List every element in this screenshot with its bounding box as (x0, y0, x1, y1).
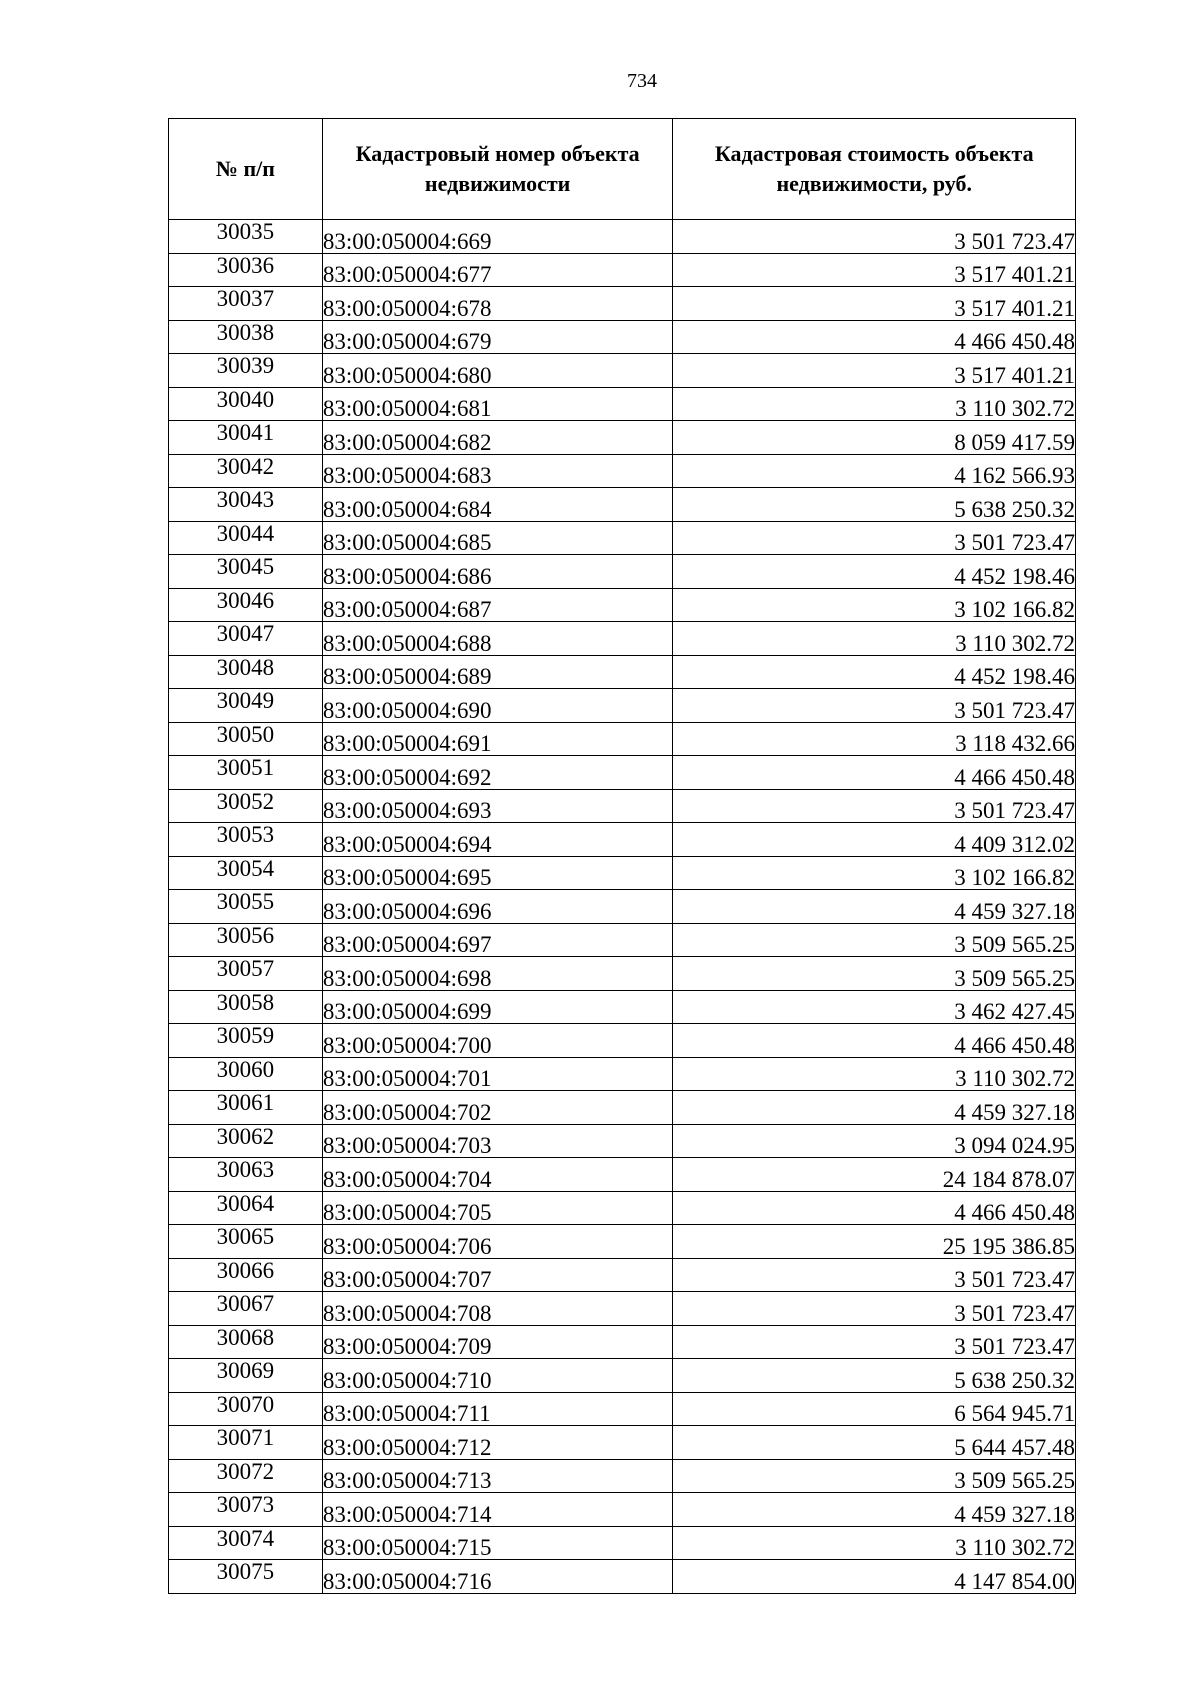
table-row (169, 1158, 1076, 1192)
cadastral-value-cell: 4 466 450.48 (673, 756, 1076, 790)
table-row (169, 1560, 1076, 1594)
cadastral-value-cell: 3 509 565.25 (673, 957, 1076, 991)
cadastral-number-cell: 83:00:050004:677 (322, 253, 673, 287)
cadastral-number-cell: 83:00:050004:690 (322, 689, 673, 723)
table-body (169, 220, 1076, 1594)
table-row (169, 1024, 1076, 1058)
row-number-cell: 30062 (169, 1124, 323, 1158)
row-number-cell: 30035 (169, 220, 323, 254)
row-number-cell: 30066 (169, 1258, 323, 1292)
cadastral-value-cell: 5 644 457.48 (673, 1426, 1076, 1460)
table-row (169, 990, 1076, 1024)
cadastral-number-cell: 83:00:050004:682 (322, 421, 673, 455)
table-row (169, 622, 1076, 656)
table-row (169, 957, 1076, 991)
table-row (169, 588, 1076, 622)
row-number-cell: 30064 (169, 1191, 323, 1225)
cadastral-number-cell: 83:00:050004:697 (322, 923, 673, 957)
cadastral-value-cell: 24 184 878.07 (673, 1158, 1076, 1192)
cadastral-value-cell: 3 501 723.47 (673, 521, 1076, 555)
cadastral-number-cell: 83:00:050004:669 (322, 220, 673, 254)
cadastral-number-cell: 83:00:050004:700 (322, 1024, 673, 1058)
cadastral-number-cell: 83:00:050004:709 (322, 1325, 673, 1359)
cadastral-value-cell: 4 466 450.48 (673, 1024, 1076, 1058)
table-row (169, 287, 1076, 321)
table-row (169, 756, 1076, 790)
row-number-cell: 30065 (169, 1225, 323, 1259)
cadastral-value-cell: 4 452 198.46 (673, 655, 1076, 689)
cadastral-value-cell: 3 501 723.47 (673, 1325, 1076, 1359)
table-row (169, 454, 1076, 488)
row-number-cell: 30057 (169, 957, 323, 991)
table-row (169, 1225, 1076, 1259)
row-number-cell: 30040 (169, 387, 323, 421)
table-row (169, 1057, 1076, 1091)
cadastral-number-cell: 83:00:050004:688 (322, 622, 673, 656)
table-row (169, 1493, 1076, 1527)
row-number-cell: 30056 (169, 923, 323, 957)
row-number-cell: 30059 (169, 1024, 323, 1058)
cadastral-number-cell: 83:00:050004:703 (322, 1124, 673, 1158)
table-row (169, 320, 1076, 354)
row-number-cell: 30067 (169, 1292, 323, 1326)
table-row (169, 1459, 1076, 1493)
cadastral-value-cell: 3 517 401.21 (673, 287, 1076, 321)
row-number-cell: 30063 (169, 1158, 323, 1192)
cadastral-value-cell: 3 501 723.47 (673, 220, 1076, 254)
table-row (169, 1359, 1076, 1393)
table-row (169, 856, 1076, 890)
cadastral-number-cell: 83:00:050004:712 (322, 1426, 673, 1460)
cadastral-value-cell: 3 094 024.95 (673, 1124, 1076, 1158)
row-number-cell: 30050 (169, 722, 323, 756)
cadastral-value-cell: 4 466 450.48 (673, 320, 1076, 354)
table-row (169, 923, 1076, 957)
row-number-cell: 30058 (169, 990, 323, 1024)
cadastral-value-cell: 4 409 312.02 (673, 823, 1076, 857)
cadastral-number-cell: 83:00:050004:687 (322, 588, 673, 622)
cadastral-value-cell: 3 517 401.21 (673, 253, 1076, 287)
cadastral-value-cell: 4 466 450.48 (673, 1191, 1076, 1225)
cadastral-value-cell: 3 110 302.72 (673, 1526, 1076, 1560)
row-number-cell: 30070 (169, 1392, 323, 1426)
row-number-cell: 30036 (169, 253, 323, 287)
table-row (169, 789, 1076, 823)
row-number-cell: 30054 (169, 856, 323, 890)
cadastral-value-cell: 3 509 565.25 (673, 923, 1076, 957)
cadastral-number-cell: 83:00:050004:706 (322, 1225, 673, 1259)
row-number-cell: 30071 (169, 1426, 323, 1460)
column-header-cadastral-value: Кадастровая стоимость объекта недвижимости, руб. (673, 119, 1076, 220)
cadastral-number-cell: 83:00:050004:711 (322, 1392, 673, 1426)
cadastral-number-cell: 83:00:050004:694 (322, 823, 673, 857)
cadastral-number-cell: 83:00:050004:714 (322, 1493, 673, 1527)
cadastral-number-cell: 83:00:050004:710 (322, 1359, 673, 1393)
cadastral-value-cell: 4 459 327.18 (673, 1091, 1076, 1125)
table-row (169, 823, 1076, 857)
row-number-cell: 30046 (169, 588, 323, 622)
row-number-cell: 30047 (169, 622, 323, 656)
table-row (169, 890, 1076, 924)
cadastral-number-cell: 83:00:050004:698 (322, 957, 673, 991)
cadastral-value-cell: 3 509 565.25 (673, 1459, 1076, 1493)
cadastral-value-cell: 3 501 723.47 (673, 789, 1076, 823)
cadastral-value-cell: 3 102 166.82 (673, 856, 1076, 890)
row-number-cell: 30049 (169, 689, 323, 723)
cadastral-value-table (168, 118, 1076, 1594)
cadastral-value-cell: 4 147 854.00 (673, 1560, 1076, 1594)
cadastral-value-cell: 3 501 723.47 (673, 1258, 1076, 1292)
table-row (169, 689, 1076, 723)
table-row (169, 354, 1076, 388)
cadastral-value-cell: 4 459 327.18 (673, 1493, 1076, 1527)
row-number-cell: 30042 (169, 454, 323, 488)
table-row (169, 1191, 1076, 1225)
cadastral-number-cell: 83:00:050004:684 (322, 488, 673, 522)
cadastral-value-cell: 4 459 327.18 (673, 890, 1076, 924)
table-row (169, 488, 1076, 522)
column-header-number: № п/п (169, 119, 323, 220)
cadastral-value-cell: 4 162 566.93 (673, 454, 1076, 488)
cadastral-number-cell: 83:00:050004:705 (322, 1191, 673, 1225)
row-number-cell: 30053 (169, 823, 323, 857)
row-number-cell: 30061 (169, 1091, 323, 1125)
table-row (169, 1124, 1076, 1158)
table-row (169, 1091, 1076, 1125)
cadastral-value-cell: 3 110 302.72 (673, 387, 1076, 421)
cadastral-number-cell: 83:00:050004:692 (322, 756, 673, 790)
row-number-cell: 30041 (169, 421, 323, 455)
cadastral-value-cell: 3 110 302.72 (673, 1057, 1076, 1091)
cadastral-number-cell: 83:00:050004:685 (322, 521, 673, 555)
cadastral-value-cell: 5 638 250.32 (673, 1359, 1076, 1393)
table-row (169, 1325, 1076, 1359)
cadastral-number-cell: 83:00:050004:708 (322, 1292, 673, 1326)
table-row (169, 387, 1076, 421)
row-number-cell: 30068 (169, 1325, 323, 1359)
row-number-cell: 30073 (169, 1493, 323, 1527)
cadastral-value-cell: 6 564 945.71 (673, 1392, 1076, 1426)
page-number: 734 (627, 70, 657, 92)
table-row (169, 421, 1076, 455)
row-number-cell: 30052 (169, 789, 323, 823)
column-header-cadastral-number: Кадастровый номер объекта недвижимости (322, 119, 673, 220)
cadastral-value-cell: 4 452 198.46 (673, 555, 1076, 589)
table-row (169, 220, 1076, 254)
cadastral-number-cell: 83:00:050004:713 (322, 1459, 673, 1493)
row-number-cell: 30060 (169, 1057, 323, 1091)
row-number-cell: 30038 (169, 320, 323, 354)
cadastral-number-cell: 83:00:050004:686 (322, 555, 673, 589)
row-number-cell: 30074 (169, 1526, 323, 1560)
row-number-cell: 30051 (169, 756, 323, 790)
cadastral-number-cell: 83:00:050004:699 (322, 990, 673, 1024)
row-number-cell: 30045 (169, 555, 323, 589)
cadastral-value-cell: 3 110 302.72 (673, 622, 1076, 656)
row-number-cell: 30044 (169, 521, 323, 555)
cadastral-number-cell: 83:00:050004:681 (322, 387, 673, 421)
cadastral-number-cell: 83:00:050004:678 (322, 287, 673, 321)
cadastral-value-cell: 3 102 166.82 (673, 588, 1076, 622)
cadastral-number-cell: 83:00:050004:691 (322, 722, 673, 756)
cadastral-value-cell: 3 462 427.45 (673, 990, 1076, 1024)
table-row (169, 1526, 1076, 1560)
cadastral-value-cell: 3 517 401.21 (673, 354, 1076, 388)
cadastral-number-cell: 83:00:050004:695 (322, 856, 673, 890)
row-number-cell: 30075 (169, 1560, 323, 1594)
table-row (169, 722, 1076, 756)
table-row (169, 253, 1076, 287)
cadastral-value-cell: 25 195 386.85 (673, 1225, 1076, 1259)
row-number-cell: 30039 (169, 354, 323, 388)
row-number-cell: 30055 (169, 890, 323, 924)
table-row (169, 555, 1076, 589)
cadastral-number-cell: 83:00:050004:704 (322, 1158, 673, 1192)
table-header-row (169, 119, 1076, 220)
table-row (169, 1392, 1076, 1426)
table-row (169, 655, 1076, 689)
row-number-cell: 30072 (169, 1459, 323, 1493)
cadastral-value-cell: 5 638 250.32 (673, 488, 1076, 522)
table-row (169, 521, 1076, 555)
cadastral-number-cell: 83:00:050004:702 (322, 1091, 673, 1125)
row-number-cell: 30037 (169, 287, 323, 321)
cadastral-value-cell: 3 501 723.47 (673, 689, 1076, 723)
cadastral-number-cell: 83:00:050004:679 (322, 320, 673, 354)
table-row (169, 1292, 1076, 1326)
cadastral-number-cell: 83:00:050004:716 (322, 1560, 673, 1594)
cadastral-number-cell: 83:00:050004:683 (322, 454, 673, 488)
row-number-cell: 30043 (169, 488, 323, 522)
cadastral-number-cell: 83:00:050004:680 (322, 354, 673, 388)
cadastral-number-cell: 83:00:050004:707 (322, 1258, 673, 1292)
cadastral-value-cell: 8 059 417.59 (673, 421, 1076, 455)
cadastral-number-cell: 83:00:050004:693 (322, 789, 673, 823)
row-number-cell: 30048 (169, 655, 323, 689)
cadastral-number-cell: 83:00:050004:715 (322, 1526, 673, 1560)
cadastral-number-cell: 83:00:050004:689 (322, 655, 673, 689)
cadastral-value-cell: 3 118 432.66 (673, 722, 1076, 756)
table-row (169, 1258, 1076, 1292)
cadastral-number-cell: 83:00:050004:701 (322, 1057, 673, 1091)
row-number-cell: 30069 (169, 1359, 323, 1393)
table-row (169, 1426, 1076, 1460)
cadastral-value-cell: 3 501 723.47 (673, 1292, 1076, 1326)
cadastral-number-cell: 83:00:050004:696 (322, 890, 673, 924)
